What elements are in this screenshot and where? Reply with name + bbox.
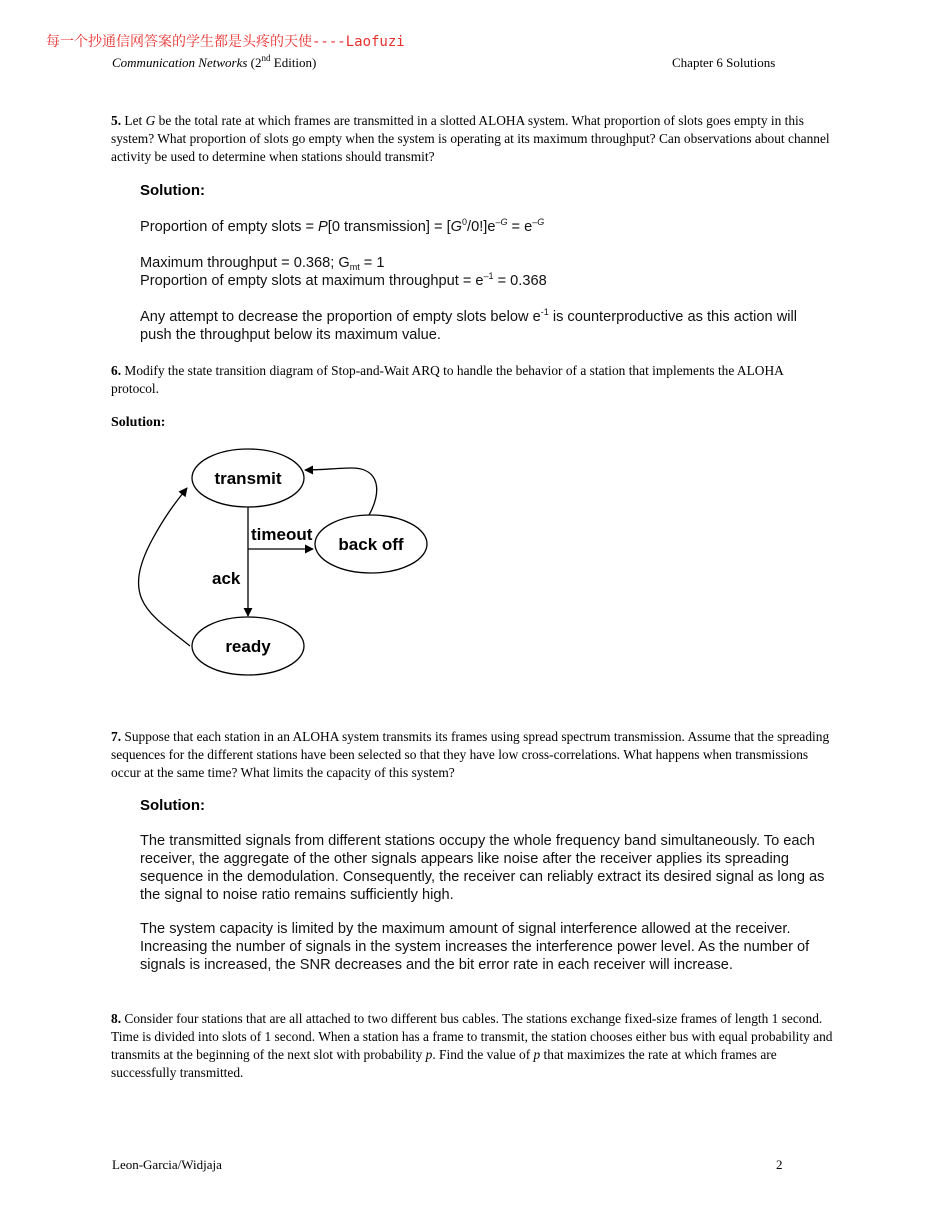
question-7 xyxy=(111,728,831,782)
edge-ack-label: ack xyxy=(212,569,241,588)
eq-sup: –G xyxy=(532,217,545,227)
question-text: Modify the state transition diagram of Stop-and-Wait ARQ to handle the behavior of a station that implements the ALOHA protocol. xyxy=(111,363,784,396)
eq-text: /0!]e xyxy=(467,219,496,235)
eq-p: P xyxy=(318,219,328,235)
edition-open: (2 xyxy=(247,55,262,70)
var-g: G xyxy=(145,113,156,128)
edge-timeout-label: timeout xyxy=(251,525,313,544)
question-8: 8. Consider four stations that are all attached to two different bus cables. The stations exchange fixed-size frames of length 1 second. Time is divided into slots of 1 second. When a station has a frame to transmit, the station chooses either bus with equal probability and transmits at the beginning of the next slot with probability p. Find the value of p that maximizes the rate at which frames are successfully transmitted. xyxy=(111,1011,833,1080)
var-p: p xyxy=(425,1047,433,1062)
solution-heading: Solution: xyxy=(140,797,205,814)
question-text-post: be the total rate at which frames are transmitted in a slotted ALOHA system. What proportion of slots goes empty in this system? What proportion of slots go empty when the system is operating at its maximum throughput? Can observations about channel activity be used to determine when stations should transmit? xyxy=(111,113,830,164)
eq-text: = e xyxy=(507,219,533,235)
edition-sup: nd xyxy=(261,53,271,63)
eq-sup: 0 xyxy=(462,217,468,227)
edge-ready-to-transmit xyxy=(139,488,190,646)
book-title: Communication Networks xyxy=(112,55,248,70)
solution-heading: Solution: xyxy=(140,182,205,199)
question-text: Suppose that each station in an ALOHA system transmits its frames using spread spectrum transmission. Assume that the spreading sequences for the different stations have been selected so that they have low cross-correlations. What happens when transmissions occur at the same time? What limits the capacity of this system? xyxy=(111,729,830,780)
solution-paragraph-2: The system capacity is limited by the maximum amount of signal interference allowed at the receiver. Increasing the number of signals in the system increases the interference power level. As the number of signals is increased, the SNR decreases and the bit error rate in each receiver will increase. xyxy=(140,921,810,973)
empty-at-max-line: Proportion of empty slots at maximum throughput = $e^{-1} = 0.368$ xyxy=(140,271,547,289)
solution-paragraph-1: The transmitted signals from different stations occupy the whole frequency band simultaneously. To each receiver, the aggregate of the other signals appears like noise after the receiver applies its spreading sequence in the demodulation. Consequently, the receiver can reliably extract its desired signal as long as the signal to noise ratio remains sufficiently high. xyxy=(140,833,825,903)
eq-g: G xyxy=(450,219,463,235)
question-number: 7. xyxy=(111,729,122,744)
solution-note: Any attempt to decrease the proportion of empty slots below $e^{-1}$ is counterproductive as this action will push the throughput below its maximum value. xyxy=(140,307,797,343)
state-transmit-label: transmit xyxy=(214,469,282,488)
eq-sup: –G xyxy=(495,217,508,227)
state-backoff-label: back off xyxy=(338,535,404,554)
edge-backoff-to-transmit xyxy=(305,468,377,515)
question-number: 6. xyxy=(111,363,122,378)
edition-close: Edition) xyxy=(270,55,317,70)
solution-heading: Solution: xyxy=(111,415,166,430)
question-number: 8. xyxy=(111,1011,122,1026)
subscript-mt: mt xyxy=(349,262,360,272)
footer-authors: Leon-Garcia/Widjaja xyxy=(112,1157,222,1172)
watermark: 每一个抄通信网答案的学生都是头疼的天使----Laofuzi xyxy=(46,34,405,50)
max-throughput-line: Maximum throughput = 0.368; $G_{mt} = 1$ xyxy=(140,255,385,272)
var-p: p xyxy=(533,1047,541,1062)
running-header-chapter: Chapter 6 Solutions xyxy=(672,55,776,70)
question-text-pre: Let xyxy=(124,113,146,128)
eq-text: Proportion of empty slots = xyxy=(140,219,319,235)
state-ready-label: ready xyxy=(225,637,271,656)
question-number: 5. xyxy=(111,113,122,128)
page-number: 2 xyxy=(776,1157,783,1172)
eq-text: [0 transmission] = [ xyxy=(327,219,451,235)
